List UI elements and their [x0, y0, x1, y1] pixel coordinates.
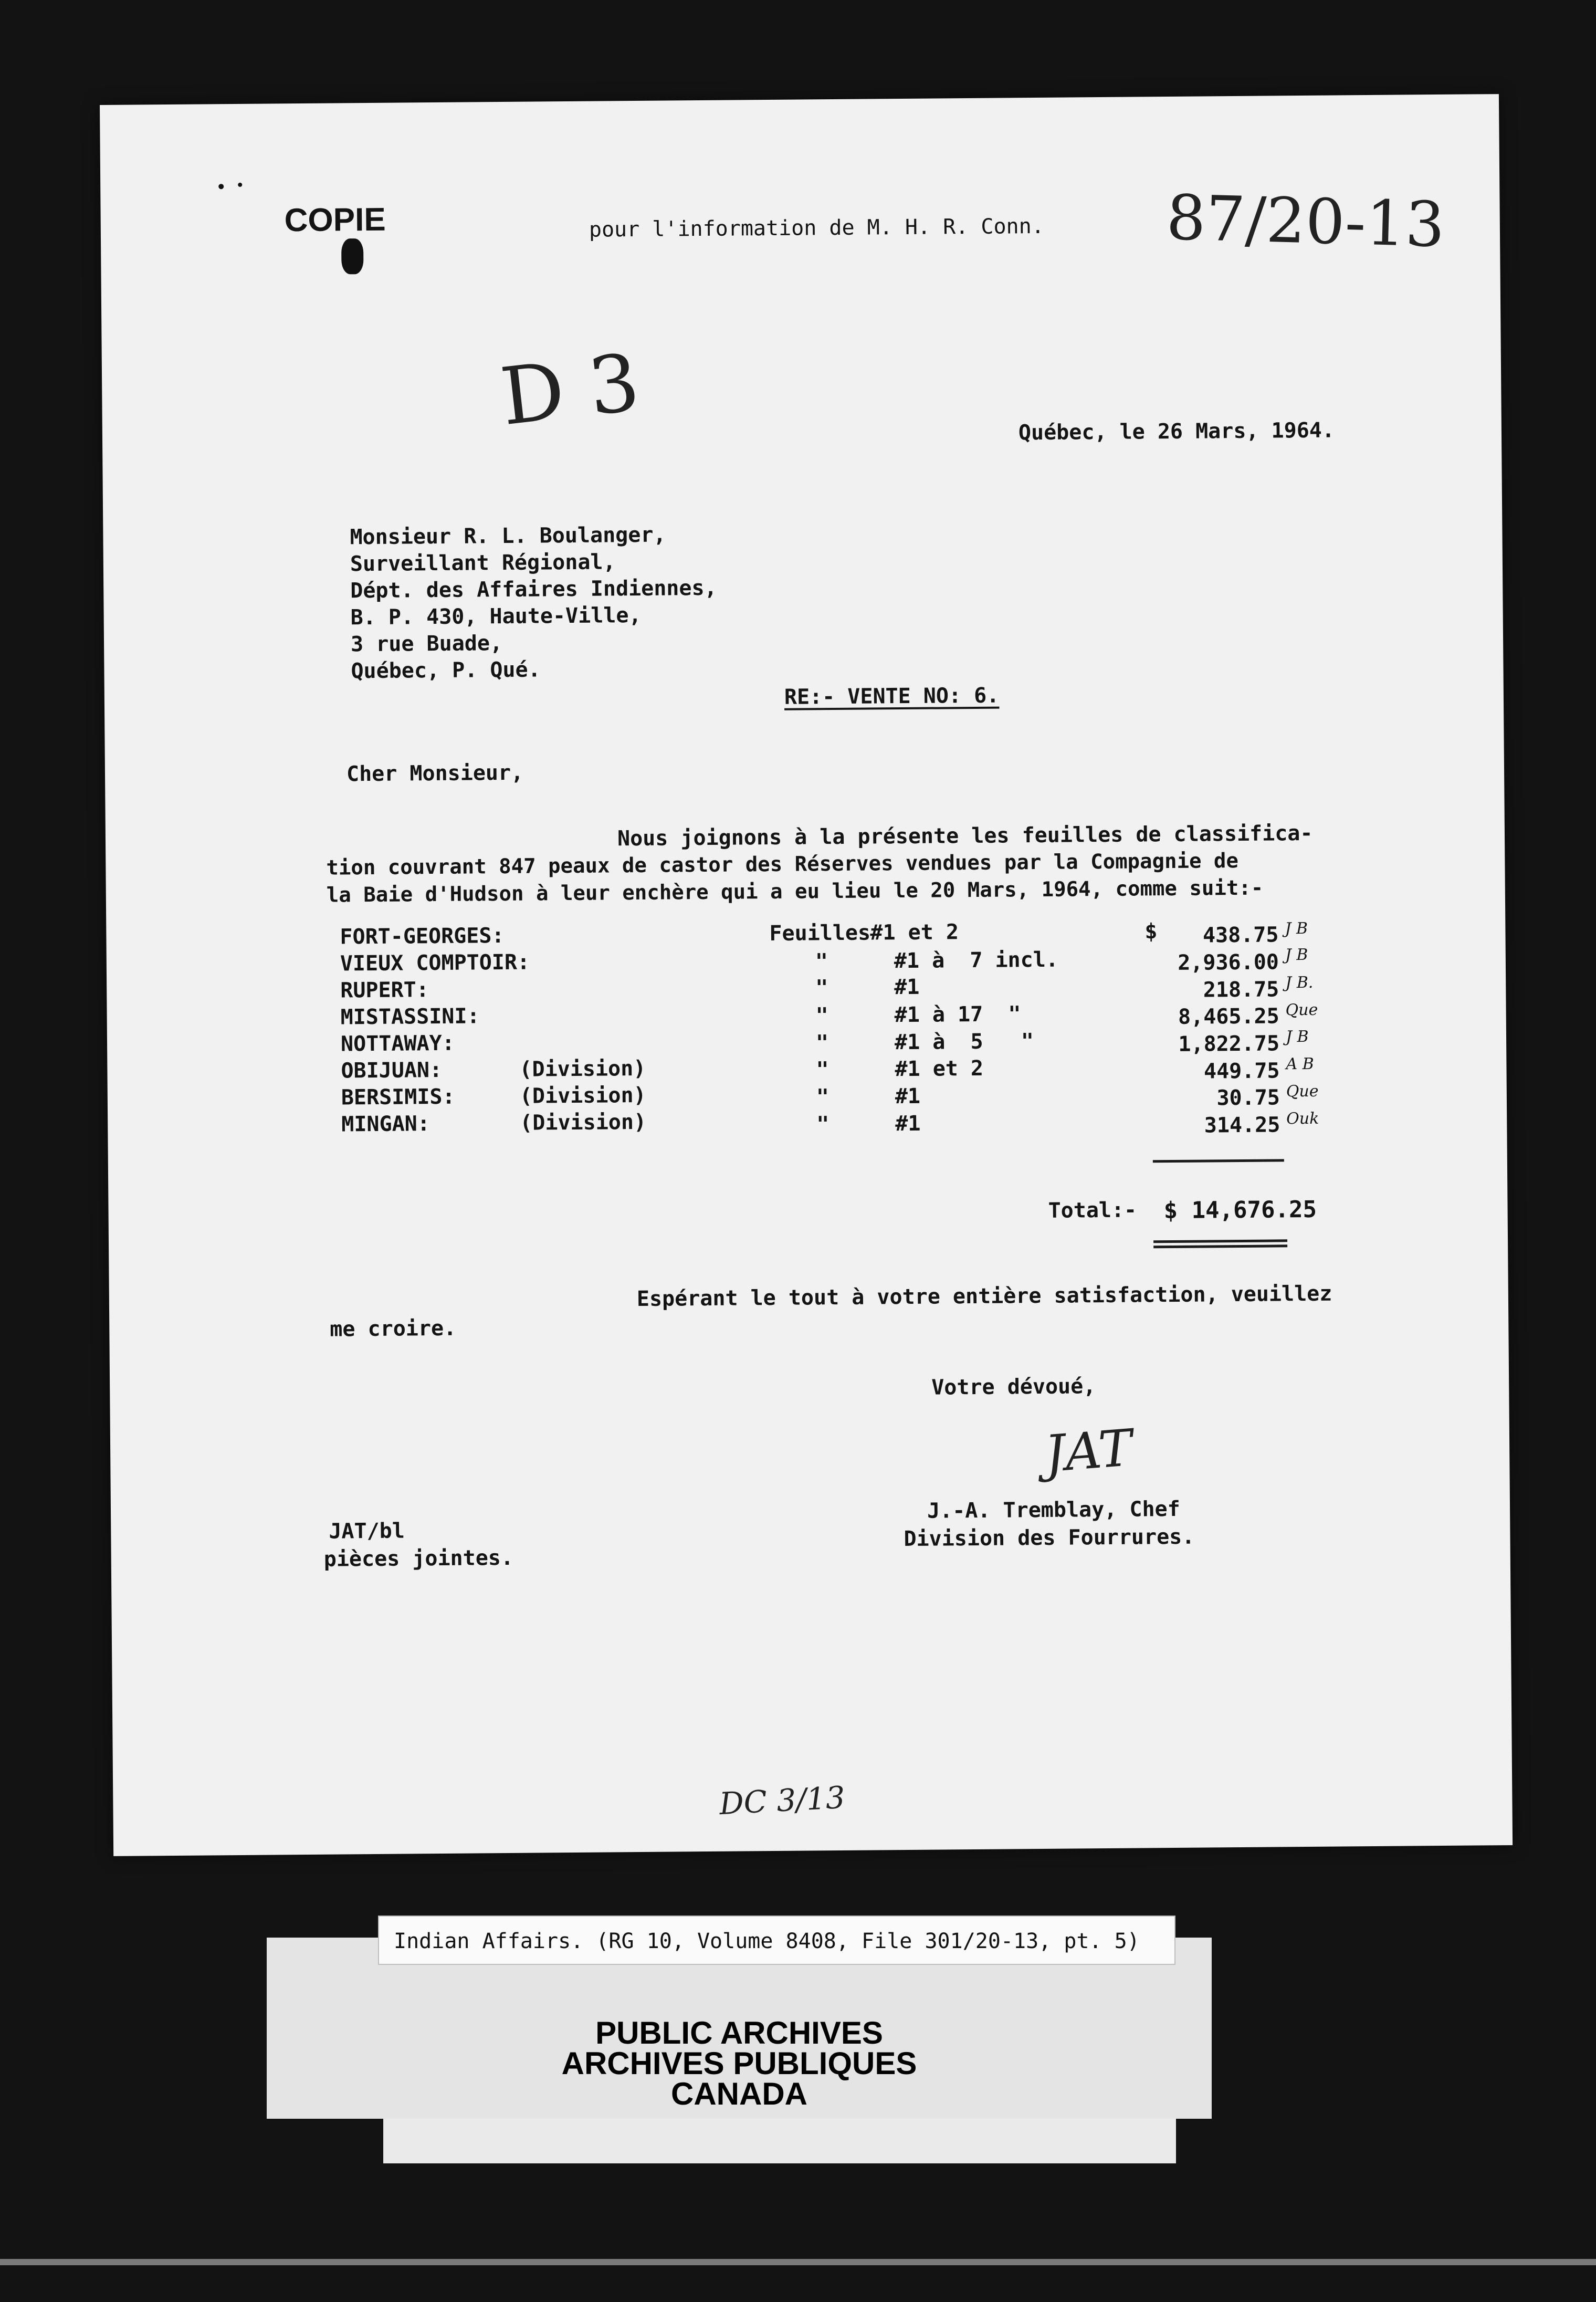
- signer-division: Division des Fourrures.: [904, 1524, 1195, 1552]
- total-double-rule: [1153, 1239, 1287, 1243]
- handwritten-note: J B: [1285, 919, 1308, 938]
- sheet-range: #1 et 2: [870, 920, 959, 945]
- sheet-prefix: ": [816, 1085, 830, 1110]
- archive-line: PUBLIC ARCHIVES: [595, 2015, 883, 2050]
- body-line: la Baie d'Hudson à leur enchère qui a eu lieu le 20 Mars, 1964, comme suit:-: [326, 876, 1264, 907]
- reference-strip: [378, 1916, 1175, 1965]
- sheet-prefix: ": [815, 1003, 828, 1028]
- sheet-range: #1 à 7 incl.: [894, 947, 1059, 974]
- closing-line: Espérant le tout à votre entière satisfaction, veuillez: [636, 1281, 1332, 1312]
- file-number-handwritten: 87/20-13: [1166, 181, 1446, 261]
- sheet-range: #1 à 17 ": [894, 1002, 1021, 1028]
- address-line: 3 rue Buade,: [350, 631, 503, 657]
- sheet-range: #1: [894, 975, 920, 1000]
- sheet-prefix: ": [816, 1058, 829, 1082]
- subject-line: RE:- VENTE NO: 6.: [784, 683, 1000, 709]
- currency-sign: $: [1144, 919, 1158, 944]
- ink-blot: [341, 238, 364, 274]
- sheet-range: #1 et 2: [895, 1056, 984, 1082]
- archive-line: CANADA: [671, 2076, 807, 2111]
- amount: 449.75: [1203, 1059, 1280, 1084]
- sheet-prefix: Feuilles: [769, 920, 871, 946]
- post-name: OBIJUAN:: [341, 1058, 443, 1083]
- ink-speck: [218, 184, 224, 189]
- sheet-prefix: ": [815, 1031, 829, 1055]
- letter-page: [100, 94, 1513, 1856]
- division-label: (Division): [519, 1056, 646, 1082]
- total-label: Total:-: [1048, 1198, 1137, 1223]
- address-line: Québec, P. Qué.: [351, 657, 541, 684]
- body-line: Nous joignons à la présente les feuilles de classifica-: [617, 821, 1313, 851]
- sheet-range: #1: [895, 1111, 921, 1136]
- handwritten-note: J B: [1285, 1027, 1309, 1047]
- sheet-prefix: ": [815, 976, 828, 1000]
- closing-line: me croire.: [330, 1316, 457, 1342]
- reference-initials: JAT/bl: [329, 1519, 405, 1544]
- amount: 438.75: [1202, 923, 1279, 948]
- signature-initials: JAT: [1043, 1418, 1135, 1484]
- copie-stamp: COPIE: [284, 201, 386, 239]
- film-edge: [0, 2259, 1596, 2265]
- post-name: RUPERT:: [340, 978, 429, 1003]
- address-line: Monsieur R. L. Boulanger,: [350, 522, 666, 550]
- sheet-prefix: ": [815, 949, 828, 974]
- body-line: tion couvrant 847 peaux de castor des Réserves vendues par la Compagnie de: [326, 849, 1239, 880]
- address-line: B. P. 430, Haute-Ville,: [350, 603, 642, 630]
- salutation: Cher Monsieur,: [346, 760, 524, 787]
- sum-rule: [1153, 1159, 1284, 1163]
- total-value: $ 14,676.25: [1163, 1196, 1317, 1225]
- handwritten-mark: D 3: [496, 337, 644, 444]
- archive-line: ARCHIVES PUBLIQUES: [561, 2046, 917, 2081]
- post-name: FORT-GEORGES:: [340, 923, 505, 949]
- sheet-range: #1 à 5 ": [894, 1029, 1034, 1055]
- handwritten-note: Que: [1286, 1082, 1319, 1101]
- address-line: Surveillant Régional,: [350, 550, 616, 577]
- division-label: (Division): [519, 1083, 646, 1108]
- post-name: VIEUX COMPTOIR:: [340, 950, 530, 976]
- sheet-range: #1: [895, 1084, 921, 1109]
- valediction: Votre dévoué,: [931, 1374, 1096, 1400]
- amount: 218.75: [1203, 977, 1279, 1002]
- signer-name: J.-A. Tremblay, Chef: [927, 1497, 1180, 1523]
- amount: 30.75: [1216, 1085, 1280, 1111]
- enclosures: pièces jointes.: [323, 1545, 514, 1572]
- amount: 314.25: [1204, 1113, 1280, 1138]
- handwritten-note: Que: [1285, 1000, 1318, 1020]
- date-line: Québec, le 26 Mars, 1964.: [1018, 418, 1335, 445]
- post-name: MINGAN:: [341, 1112, 430, 1137]
- amount: 1,822.75: [1178, 1031, 1280, 1056]
- post-name: MISTASSINI:: [340, 1004, 480, 1030]
- info-line: pour l'information de M. H. R. Conn.: [589, 214, 1045, 242]
- handwritten-note: A B: [1286, 1054, 1314, 1074]
- total-double-rule: [1153, 1244, 1287, 1248]
- handwritten-note: J B.: [1285, 973, 1314, 992]
- ink-speck: [238, 183, 242, 187]
- amount: 8,465.25: [1178, 1004, 1279, 1029]
- bottom-handwritten-code: DC 3/13: [718, 1779, 846, 1822]
- address-line: Dépt. des Affaires Indiennes,: [350, 576, 717, 603]
- post-name: NOTTAWAY:: [340, 1031, 455, 1056]
- handwritten-note: J B: [1285, 945, 1308, 965]
- division-label: (Division): [520, 1110, 647, 1135]
- sheet-prefix: ": [816, 1112, 830, 1137]
- archive-reference: Indian Affairs. (RG 10, Volume 8408, File 301/20-13, pt. 5): [394, 1929, 1140, 1953]
- amount: 2,936.00: [1178, 950, 1279, 975]
- handwritten-note: Ouk: [1286, 1109, 1319, 1128]
- card-lower-panel: [383, 2119, 1176, 2163]
- post-name: BERSIMIS:: [341, 1084, 455, 1110]
